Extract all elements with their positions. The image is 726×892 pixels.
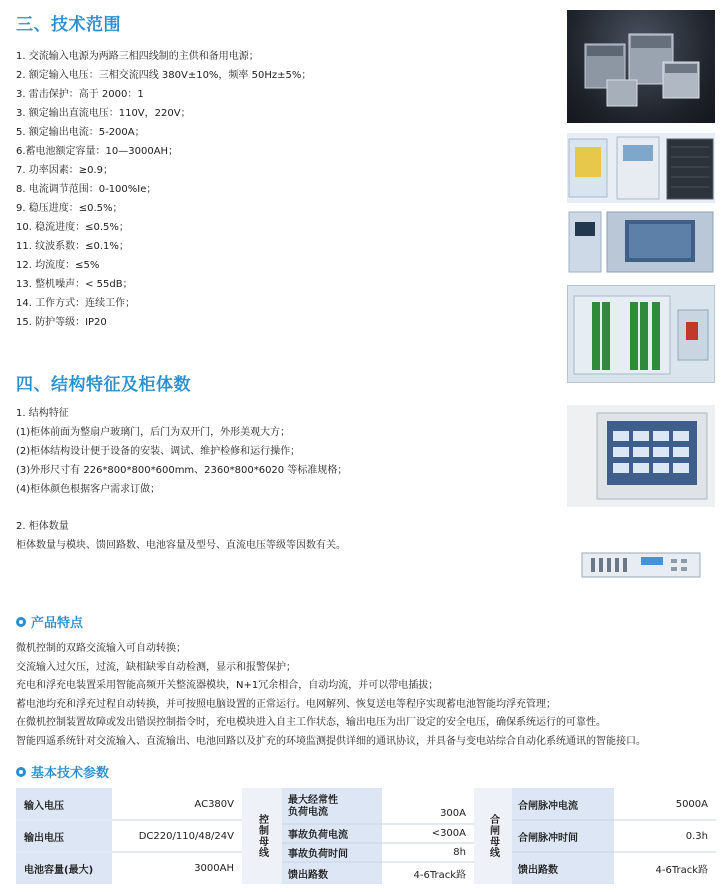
spec-item: 8. 电流调节范围：0-100%Ie； <box>16 184 157 195</box>
param-value: 8h <box>453 847 466 858</box>
spec-item: 1. 交流输入电源为两路三相四线制的主供和备用电源； <box>16 51 259 62</box>
structure-item: 1. 结构特征 <box>16 408 69 419</box>
product-photo-rackunit <box>581 549 701 581</box>
features-list <box>16 640 716 751</box>
param-value: <300A <box>431 828 466 839</box>
features-heading <box>16 612 83 631</box>
param-label: 馈出路数 <box>288 869 328 881</box>
param-value: 4-6Track路 <box>413 869 466 881</box>
params-title: 基本技术参数 <box>31 766 110 781</box>
structure-list <box>16 404 576 499</box>
param-label: 事故负荷电流 <box>288 830 348 841</box>
params-table <box>16 788 716 884</box>
spec-item: 14. 工作方式：连续工作； <box>16 298 136 309</box>
features-title: 产品特点 <box>31 616 84 631</box>
spec-item: 7. 功率因素：≥0.9； <box>16 165 114 176</box>
param-label: 合闸脉冲电流 <box>518 800 578 812</box>
product-photo-controller <box>567 285 715 383</box>
feature-item: 交流输入过欠压，过流，缺相缺零自动检测，显示和报警保护； <box>16 661 296 673</box>
param-label: 事故负荷时间 <box>288 849 348 860</box>
product-photo-cabinets <box>567 133 715 203</box>
param-value: 0.3h <box>685 830 708 842</box>
circle-bullet-icon <box>16 617 26 627</box>
product-photo-panels <box>567 210 715 275</box>
param-value: AC380V <box>194 798 234 810</box>
structure-item: (1)柜体前面为整扇户玻璃门，后门为双开门，外形美观大方； <box>16 427 291 438</box>
spec-item: 15. 防护等级：IP20 <box>16 317 107 328</box>
param-value: 3000AH <box>194 862 234 874</box>
feature-item: 充电和浮充电装置采用智能高频开关整流器模块，N+1冗余相合，自动均流，并可以带电插拔； <box>16 680 439 691</box>
param-label: 输入电压 <box>24 800 64 812</box>
structure-item: (2)柜体结构设计便于设备的安装、调试、维护检修和运行操作； <box>16 446 301 457</box>
spec-item: 10. 稳流进度：≤0.5%； <box>16 222 129 233</box>
charger-cabinets-image <box>567 133 715 203</box>
spec-item: 5. 额定输出电流：5-200A； <box>16 127 145 138</box>
param-label: 合闸脉冲时间 <box>518 832 578 844</box>
spec-item: 3. 额定输出直流电压：110V，220V； <box>16 108 191 119</box>
feature-item: 蓄电池均充和浮充过程自动转换，并可按照电脑设置的正常运行。电网解列、恢复送电等程序实现蓄电池智能均浮充管理； <box>16 698 556 710</box>
param-value: 4-6Track路 <box>655 864 708 876</box>
count-list <box>16 517 576 555</box>
rectifier-modules-image <box>567 10 715 123</box>
spec-item: 3. 雷击保护：高于 2000：1 <box>16 89 144 100</box>
params-heading <box>16 762 109 781</box>
param-value: 5000A <box>675 798 708 810</box>
feature-item: 在微机控制装置故障或发出错误控制指令时，充电模块进入自主工作状态，输出电压为出厂设定的安全电压，确保系统运行的可靠性。 <box>16 717 606 728</box>
circle-bullet-icon <box>16 767 26 777</box>
touchscreen-monitor-image <box>567 405 715 507</box>
param-label: 最大经常性 负荷电流 <box>288 795 338 818</box>
rack-unit-image <box>581 549 701 581</box>
structure-item: (4)柜体颜色根据客户需求订做； <box>16 484 161 495</box>
spec-item: 2. 额定输入电压：三相交流四线 380V±10%，频率 50Hz±5%； <box>16 70 312 81</box>
section3-title: 三、技术范围 <box>16 15 121 35</box>
control-bus-label: 控制母线 <box>256 814 268 858</box>
spec-item: 11. 纹波系数：≤0.1%； <box>16 241 129 252</box>
count-item: 2. 柜体数量 <box>16 521 69 532</box>
product-photo-touchscreen <box>567 405 715 507</box>
monitor-panels-image <box>567 210 715 275</box>
product-photo-modules <box>567 10 715 123</box>
feature-item: 微机控制的双路交流输入可自动转换； <box>16 643 186 654</box>
count-item: 柜体数量与模块、馈回路数、电池容量及型号、直流电压等级等因数有关。 <box>16 540 346 551</box>
feature-item: 智能四遥系统针对交流输入、直流输出、电池回路以及扩充的环境监测提供详细的通讯协议，并具备与变电站综合自动化系统通讯的智能接口。 <box>16 735 646 747</box>
param-label: 输出电压 <box>24 832 64 844</box>
controller-board-image <box>568 286 714 382</box>
structure-item: (3)外形尺寸有 226*800*800*600mm、2360*800*6020 等标准规格； <box>16 465 348 476</box>
spec-list <box>16 47 556 332</box>
param-value: 300A <box>440 807 466 819</box>
param-value: DC220/110/48/24V <box>138 830 234 842</box>
param-label: 馈出路数 <box>518 864 558 876</box>
spec-item: 13. 整机噪声：< 55dB； <box>16 279 133 290</box>
spec-item: 9. 稳压进度：≤0.5%； <box>16 203 123 214</box>
param-label: 电池容量(最大) <box>24 864 94 876</box>
section4-title: 四、结构特征及柜体数 <box>16 375 191 395</box>
closing-bus-label: 合闸母线 <box>487 814 499 858</box>
spec-item: 6.蓄电池额定容量：10—3000AH； <box>16 146 179 157</box>
spec-item: 12. 均流度：≤5% <box>16 260 100 271</box>
